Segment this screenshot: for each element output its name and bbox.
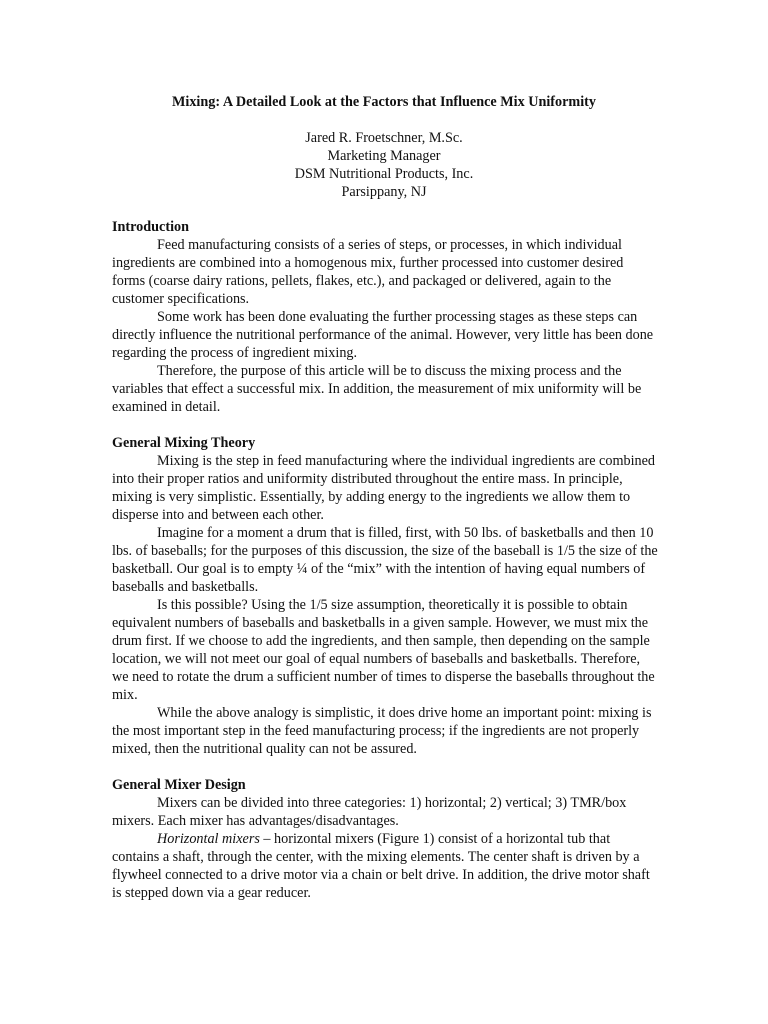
section-spacer: [112, 758, 658, 776]
paragraph-text: – horizontal mixers (Figure 1) consist of a horizontal tub that contains a shaft, through the center, with the mixing elements. The center shaft is driven by a flywheel connected to a drive motor via a chain or belt drive. In addition, the drive motor shaft is stepped down via a gear reducer.: [112, 831, 650, 901]
paragraph: While the above analogy is simplistic, it does drive home an important point: mixing is the most important step in the feed manufacturing process; if the ingredients are not properly mixed, then the nutritional quality can not be assured.: [112, 705, 652, 757]
author-name: Jared R. Froetschner, M.Sc.: [305, 130, 463, 146]
paragraph: [112, 830, 658, 902]
section-spacer: [112, 416, 658, 434]
paragraph: Is this possible? Using the 1/5 size assumption, theoretically it is possible to obtain equivalent numbers of baseballs and basketballs in a given sample. However, we must mix the drum first. If we choose to add the ingredients, and then sample, then depending on the sample location, we will not meet our goal of equal numbers of baseballs and basketballs. Therefore, we need to rotate the drum a sufficient number of times to disperse the baseballs throughout the mix.: [112, 597, 655, 703]
author-location: Parsippany, NJ: [341, 184, 427, 200]
section-heading-general-mixing-theory: General Mixing Theory: [112, 435, 256, 451]
paragraph: Some work has been done evaluating the further processing stages as these steps can directly influence the nutritional performance of the animal. However, very little has been done regarding the process of ingredient mixing.: [112, 309, 654, 361]
author-role: Marketing Manager: [327, 148, 441, 164]
paragraph: Therefore, the purpose of this article will be to discuss the mixing process and the variables that effect a successful mix. In addition, the measurement of mix uniformity will be examined in detail.: [112, 363, 642, 415]
document-body: [112, 218, 658, 902]
author-company: DSM Nutritional Products, Inc.: [294, 166, 474, 182]
paragraph: Mixers can be divided into three categories: 1) horizontal; 2) vertical; 3) TMR/box mixers. Each mixer has advantages/disadvantages.: [112, 795, 627, 829]
paragraph: Mixing is the step in feed manufacturing where the individual ingredients are combined into their proper ratios and uniformity distributed throughout the entire mass. In principle, mixing is very simplistic. Essentially, by adding energy to the ingredients we allow them to disperse into and between each other.: [112, 453, 655, 523]
horizontal-mixers-term: Horizontal mixers: [157, 831, 260, 847]
section-heading-general-mixer-design: General Mixer Design: [112, 777, 246, 793]
author-block: [0, 129, 768, 201]
paragraph: Imagine for a moment a drum that is filled, first, with 50 lbs. of basketballs and then 10 lbs. of baseballs; for the purposes of this discussion, the size of the baseball is 1/5 the size of the basketball. Our goal is to empty ¼ of the “mix” with the intention of having equal numbers of baseballs and basketballs.: [112, 525, 658, 595]
document-title: Mixing: A Detailed Look at the Factors that Influence Mix Uniformity: [171, 94, 596, 110]
paragraph: Feed manufacturing consists of a series of steps, or processes, in which individual ingredients are combined into a homogenous mix, further processed into customer desired forms (coarse dairy rations, pellets, flakes, etc.), and packaged or delivered, again to the customer specifications.: [112, 237, 624, 307]
section-heading-introduction: Introduction: [112, 219, 189, 235]
